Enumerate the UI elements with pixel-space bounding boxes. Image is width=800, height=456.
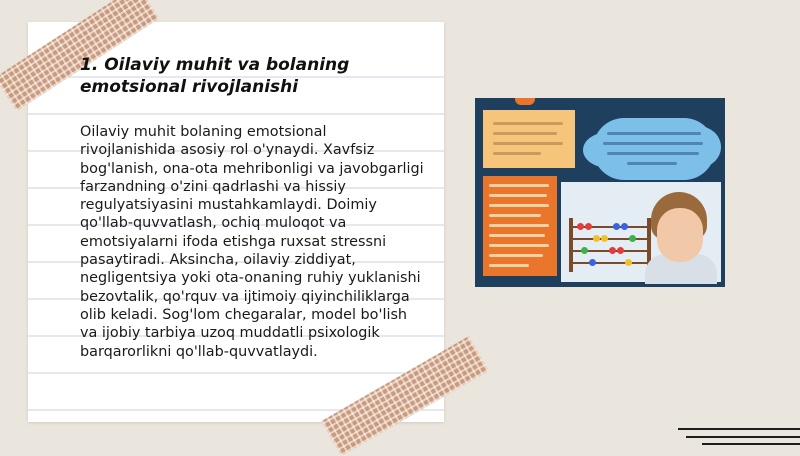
slide-body-text: Oilaviy muhit bolaning emotsional rivojlanishida asosiy rol o'ynaydi. Xavfsiz bog'lanish, ona-ota mehribonligi va javobgarligi farzandning o'zini qadrlashi va hissiy regulyatsiyasini mustahkamlaydi. Doimiy qo'llab-quvvatlash, ochiq muloqot va emotsiyalarni ifoda etishga ruxsat stressni pasaytiradi. Aksincha, oilaviy ziddiyat, negligentsiya yoki ota-onaning ruhiy yuklanishi bezovtalik, qo'rquv va ijtimoiy qiyinchiliklarga olib keladi. Sog'lom chegaralar, model bo'lish va ijobiy tarbiya uzoq muddatli psixologik barqarorlikni qo'llab-quvvatlaydi. [80,124,424,360]
slide-heading: 1. Oilaviy muhit va bolaning emotsional rivojlanishi [80,55,350,97]
decorative-line [702,443,800,445]
abacus-icon [569,218,651,272]
orange-note-shape [483,176,557,276]
speech-cloud-shape [593,118,715,180]
decorative-line [686,436,800,438]
child-figure [657,208,703,262]
decorative-line [678,428,800,430]
ornament-shape [515,98,535,105]
sticky-note-shape [483,110,575,168]
child-with-abacus-image [475,98,725,287]
